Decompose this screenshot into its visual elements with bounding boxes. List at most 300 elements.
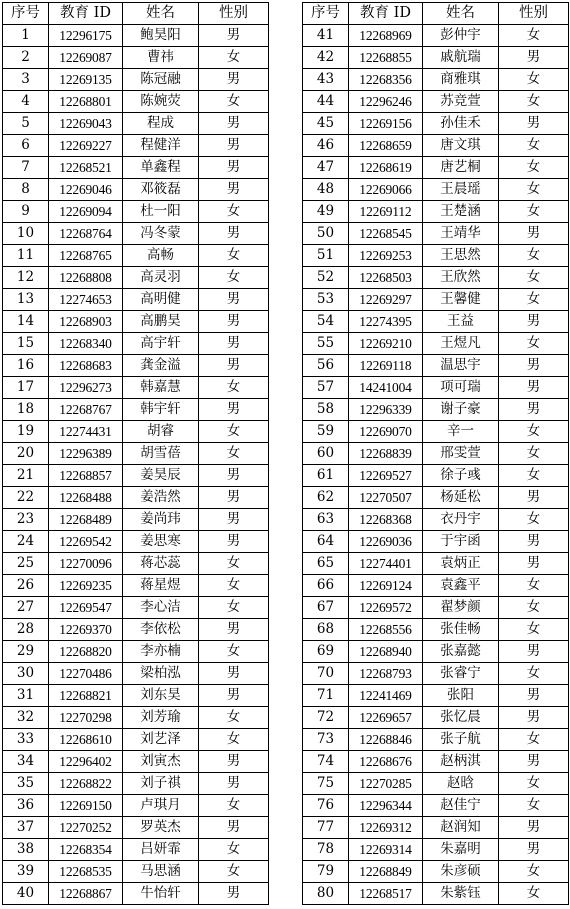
cell-name: 姜尚玮: [123, 509, 199, 531]
table-row: [303, 91, 569, 113]
cell-gender: 男: [199, 663, 269, 685]
table-row: [3, 25, 269, 47]
table-row: [3, 861, 269, 883]
cell-gender: 女: [499, 443, 569, 465]
cell-edu-id: 12274653: [49, 289, 123, 311]
table-row: [303, 773, 569, 795]
cell-edu-id: 12269314: [349, 839, 423, 861]
cell-name: 赵润知: [423, 817, 499, 839]
cell-index: 14: [3, 311, 49, 333]
cell-name: 陈婉荧: [123, 91, 199, 113]
cell-gender: 男: [199, 179, 269, 201]
cell-edu-id: 12270252: [49, 817, 123, 839]
cell-index: 28: [3, 619, 49, 641]
cell-name: 邢雯萱: [423, 443, 499, 465]
table-row: [3, 839, 269, 861]
cell-gender: 男: [199, 509, 269, 531]
cell-gender: 男: [499, 751, 569, 773]
table-row: [3, 289, 269, 311]
cell-name: 王思然: [423, 245, 499, 267]
cell-gender: 男: [499, 487, 569, 509]
cell-edu-id: 12268808: [49, 267, 123, 289]
cell-index: 64: [303, 531, 349, 553]
cell-name: 袁鑫平: [423, 575, 499, 597]
cell-gender: 男: [199, 25, 269, 47]
cell-edu-id: 12268610: [49, 729, 123, 751]
cell-name: 程健洋: [123, 135, 199, 157]
table-row: [3, 773, 269, 795]
cell-gender: 女: [199, 641, 269, 663]
cell-gender: 女: [499, 91, 569, 113]
cell-name: 苏竞萱: [423, 91, 499, 113]
table-row: [303, 465, 569, 487]
table-row: [3, 443, 269, 465]
cell-edu-id: 12268857: [49, 465, 123, 487]
cell-name: 高鹏昊: [123, 311, 199, 333]
table-row: [3, 663, 269, 685]
cell-gender: 女: [499, 575, 569, 597]
cell-gender: 男: [499, 553, 569, 575]
table-row: [3, 311, 269, 333]
table-row: [303, 795, 569, 817]
table-row: [3, 883, 269, 905]
cell-gender: 女: [499, 619, 569, 641]
cell-name: 张佳畅: [423, 619, 499, 641]
table-row: [303, 267, 569, 289]
cell-index: 52: [303, 267, 349, 289]
table-row: [303, 509, 569, 531]
cell-name: 彭仲宇: [423, 25, 499, 47]
table-row: [303, 377, 569, 399]
cell-name: 姜昊辰: [123, 465, 199, 487]
table-row: [303, 861, 569, 883]
cell-gender: 男: [199, 531, 269, 553]
table-row: [3, 267, 269, 289]
cell-gender: 男: [499, 47, 569, 69]
cell-name: 李亦楠: [123, 641, 199, 663]
cell-name: 刘艺泽: [123, 729, 199, 751]
cell-gender: 女: [499, 597, 569, 619]
cell-gender: 女: [199, 421, 269, 443]
table-row: [303, 531, 569, 553]
cell-edu-id: 12269156: [349, 113, 423, 135]
cell-gender: 女: [499, 333, 569, 355]
cell-gender: 男: [199, 751, 269, 773]
cell-edu-id: 12269572: [349, 597, 423, 619]
cell-gender: 男: [499, 641, 569, 663]
cell-gender: 男: [499, 377, 569, 399]
cell-edu-id: 12269657: [349, 707, 423, 729]
table-row: [3, 487, 269, 509]
cell-gender: 男: [499, 113, 569, 135]
cell-index: 43: [303, 69, 349, 91]
cell-index: 16: [3, 355, 49, 377]
cell-index: 2: [3, 47, 49, 69]
cell-name: 程成: [123, 113, 199, 135]
cell-index: 11: [3, 245, 49, 267]
cell-name: 鲍昊阳: [123, 25, 199, 47]
table-row: [303, 553, 569, 575]
cell-edu-id: 12269297: [349, 289, 423, 311]
table-row: [3, 641, 269, 663]
cell-name: 衣丹宇: [423, 509, 499, 531]
cell-index: 79: [303, 861, 349, 883]
cell-edu-id: 12270285: [349, 773, 423, 795]
cell-edu-id: 12268969: [349, 25, 423, 47]
cell-edu-id: 12274401: [349, 553, 423, 575]
table-row: [303, 641, 569, 663]
cell-index: 36: [3, 795, 49, 817]
cell-name: 王益: [423, 311, 499, 333]
cell-name: 于宇函: [423, 531, 499, 553]
cell-gender: 女: [499, 421, 569, 443]
cell-index: 7: [3, 157, 49, 179]
table-row: [303, 179, 569, 201]
cell-index: 34: [3, 751, 49, 773]
cell-index: 56: [303, 355, 349, 377]
cell-gender: 女: [499, 201, 569, 223]
cell-name: 张忆晨: [423, 707, 499, 729]
cell-index: 22: [3, 487, 49, 509]
cell-gender: 女: [499, 267, 569, 289]
cell-gender: 女: [199, 377, 269, 399]
cell-name: 龚金溢: [123, 355, 199, 377]
cell-name: 谢子豪: [423, 399, 499, 421]
cell-edu-id: 12269124: [349, 575, 423, 597]
cell-name: 王楚涵: [423, 201, 499, 223]
table-row: [3, 619, 269, 641]
cell-gender: 男: [199, 883, 269, 905]
cell-name: 韩嘉慧: [123, 377, 199, 399]
cell-gender: 女: [199, 553, 269, 575]
cell-gender: 男: [499, 223, 569, 245]
table-row: [303, 69, 569, 91]
cell-index: 40: [3, 883, 49, 905]
cell-edu-id: 12268903: [49, 311, 123, 333]
cell-edu-id: 12270096: [49, 553, 123, 575]
cell-name: 姜浩然: [123, 487, 199, 509]
table-row: [303, 47, 569, 69]
cell-name: 刘东昊: [123, 685, 199, 707]
cell-edu-id: 12269046: [49, 179, 123, 201]
cell-index: 80: [303, 883, 349, 905]
cell-name: 赵佳宁: [423, 795, 499, 817]
cell-index: 19: [3, 421, 49, 443]
cell-edu-id: 12268517: [349, 883, 423, 905]
cell-gender: 女: [199, 861, 269, 883]
cell-index: 29: [3, 641, 49, 663]
cell-index: 57: [303, 377, 349, 399]
cell-edu-id: 12269210: [349, 333, 423, 355]
cell-index: 45: [303, 113, 349, 135]
cell-gender: 男: [199, 289, 269, 311]
cell-edu-id: 12274431: [49, 421, 123, 443]
header-edu-id: 教育 ID: [349, 3, 423, 25]
cell-index: 46: [303, 135, 349, 157]
table-row: [3, 113, 269, 135]
cell-edu-id: 12296273: [49, 377, 123, 399]
cell-name: 袁炳正: [423, 553, 499, 575]
cell-index: 17: [3, 377, 49, 399]
cell-edu-id: 12268545: [349, 223, 423, 245]
cell-name: 孙佳禾: [423, 113, 499, 135]
table-row: [303, 817, 569, 839]
cell-name: 赵柄淇: [423, 751, 499, 773]
cell-name: 韩宇轩: [123, 399, 199, 421]
cell-index: 9: [3, 201, 49, 223]
cell-edu-id: 12268822: [49, 773, 123, 795]
cell-index: 1: [3, 25, 49, 47]
cell-name: 张子航: [423, 729, 499, 751]
table-row: [3, 685, 269, 707]
cell-gender: 男: [199, 619, 269, 641]
cell-gender: 女: [499, 773, 569, 795]
cell-edu-id: 12269066: [349, 179, 423, 201]
table-row: [3, 575, 269, 597]
cell-index: 58: [303, 399, 349, 421]
cell-edu-id: 12269542: [49, 531, 123, 553]
table-row: [3, 47, 269, 69]
cell-index: 39: [3, 861, 49, 883]
cell-edu-id: 12268940: [349, 641, 423, 663]
table-row: [303, 421, 569, 443]
table-row: [3, 135, 269, 157]
cell-edu-id: 12270486: [49, 663, 123, 685]
cell-name: 刘子祺: [123, 773, 199, 795]
cell-gender: 男: [499, 311, 569, 333]
cell-name: 辛一: [423, 421, 499, 443]
cell-name: 胡睿: [123, 421, 199, 443]
table-row: [3, 333, 269, 355]
table-row: [303, 223, 569, 245]
table-row: [3, 421, 269, 443]
table-row: [303, 663, 569, 685]
cell-gender: 女: [199, 795, 269, 817]
cell-gender: 女: [499, 861, 569, 883]
table-row: [3, 157, 269, 179]
cell-gender: 女: [499, 157, 569, 179]
cell-index: 62: [303, 487, 349, 509]
cell-gender: 男: [199, 333, 269, 355]
cell-edu-id: 12268855: [349, 47, 423, 69]
cell-edu-id: 12296344: [349, 795, 423, 817]
cell-gender: 男: [199, 817, 269, 839]
cell-name: 王馨健: [423, 289, 499, 311]
cell-edu-id: 12268676: [349, 751, 423, 773]
cell-gender: 女: [199, 201, 269, 223]
cell-index: 54: [303, 311, 349, 333]
cell-index: 72: [303, 707, 349, 729]
table-row: [3, 729, 269, 751]
cell-name: 张嘉懿: [423, 641, 499, 663]
cell-edu-id: 12270298: [49, 707, 123, 729]
cell-edu-id: 12274395: [349, 311, 423, 333]
table-row: [3, 817, 269, 839]
cell-edu-id: 12268765: [49, 245, 123, 267]
cell-name: 杨延松: [423, 487, 499, 509]
cell-edu-id: 12268535: [49, 861, 123, 883]
cell-edu-id: 12268488: [49, 487, 123, 509]
cell-name: 温思宇: [423, 355, 499, 377]
cell-name: 张睿宁: [423, 663, 499, 685]
cell-edu-id: 12296246: [349, 91, 423, 113]
cell-gender: 男: [199, 487, 269, 509]
cell-name: 戚航瑞: [423, 47, 499, 69]
cell-name: 曹祎: [123, 47, 199, 69]
cell-name: 高灵羽: [123, 267, 199, 289]
cell-index: 33: [3, 729, 49, 751]
cell-index: 70: [303, 663, 349, 685]
cell-index: 30: [3, 663, 49, 685]
cell-index: 63: [303, 509, 349, 531]
header-index: 序号: [303, 3, 349, 25]
table-row: [3, 509, 269, 531]
cell-edu-id: 12268821: [49, 685, 123, 707]
cell-index: 67: [303, 597, 349, 619]
table-row: [3, 553, 269, 575]
cell-name: 刘芳瑜: [123, 707, 199, 729]
cell-gender: 女: [199, 707, 269, 729]
cell-name: 翟梦颜: [423, 597, 499, 619]
cell-index: 26: [3, 575, 49, 597]
cell-edu-id: 12268556: [349, 619, 423, 641]
cell-name: 吕妍霏: [123, 839, 199, 861]
cell-gender: 男: [199, 311, 269, 333]
table-row: [303, 135, 569, 157]
cell-gender: 女: [499, 729, 569, 751]
table-row: [3, 377, 269, 399]
table-row: [303, 25, 569, 47]
cell-name: 朱彦硕: [423, 861, 499, 883]
cell-edu-id: 12296402: [49, 751, 123, 773]
student-table-right: [302, 2, 569, 905]
cell-gender: 女: [199, 839, 269, 861]
cell-name: 胡雪蓓: [123, 443, 199, 465]
table-row: [3, 399, 269, 421]
cell-name: 张阳: [423, 685, 499, 707]
table-row: [303, 157, 569, 179]
table-row: [303, 399, 569, 421]
cell-gender: 女: [199, 267, 269, 289]
cell-edu-id: 12269135: [49, 69, 123, 91]
table-row: [303, 113, 569, 135]
cell-gender: 女: [499, 289, 569, 311]
cell-name: 王晨瑶: [423, 179, 499, 201]
cell-gender: 男: [499, 399, 569, 421]
cell-index: 60: [303, 443, 349, 465]
cell-index: 6: [3, 135, 49, 157]
table-row: [303, 355, 569, 377]
cell-gender: 男: [199, 773, 269, 795]
cell-name: 王欣然: [423, 267, 499, 289]
cell-index: 50: [303, 223, 349, 245]
cell-edu-id: 12268683: [49, 355, 123, 377]
table-row: [303, 333, 569, 355]
cell-index: 12: [3, 267, 49, 289]
cell-name: 高明健: [123, 289, 199, 311]
cell-name: 单鑫程: [123, 157, 199, 179]
table-row: [3, 223, 269, 245]
table-row: [303, 883, 569, 905]
cell-index: 47: [303, 157, 349, 179]
table-row: [3, 91, 269, 113]
cell-edu-id: 12268767: [49, 399, 123, 421]
header-edu-id: 教育 ID: [49, 3, 123, 25]
cell-name: 冯冬蒙: [123, 223, 199, 245]
cell-edu-id: 12269370: [49, 619, 123, 641]
table-row: [3, 751, 269, 773]
cell-gender: 女: [199, 245, 269, 267]
cell-edu-id: 12296339: [349, 399, 423, 421]
header-name: 姓名: [423, 3, 499, 25]
cell-edu-id: 12268503: [349, 267, 423, 289]
header-row: [3, 3, 269, 25]
cell-index: 18: [3, 399, 49, 421]
table-row: [3, 245, 269, 267]
cell-index: 48: [303, 179, 349, 201]
cell-index: 77: [303, 817, 349, 839]
header-row: [303, 3, 569, 25]
cell-index: 76: [303, 795, 349, 817]
cell-index: 59: [303, 421, 349, 443]
cell-name: 李心洁: [123, 597, 199, 619]
table-row: [303, 245, 569, 267]
table-row: [3, 707, 269, 729]
cell-name: 邓筱磊: [123, 179, 199, 201]
cell-gender: 男: [199, 223, 269, 245]
cell-index: 53: [303, 289, 349, 311]
cell-index: 5: [3, 113, 49, 135]
cell-gender: 男: [499, 839, 569, 861]
cell-gender: 女: [199, 729, 269, 751]
table-row: [3, 531, 269, 553]
cell-name: 商雅琪: [423, 69, 499, 91]
cell-edu-id: 12269087: [49, 47, 123, 69]
cell-edu-id: 12268354: [49, 839, 123, 861]
cell-index: 74: [303, 751, 349, 773]
cell-gender: 女: [499, 509, 569, 531]
cell-edu-id: 12296389: [49, 443, 123, 465]
cell-gender: 女: [499, 135, 569, 157]
cell-index: 3: [3, 69, 49, 91]
cell-index: 37: [3, 817, 49, 839]
table-row: [3, 355, 269, 377]
cell-edu-id: 12268340: [49, 333, 123, 355]
cell-edu-id: 12269253: [349, 245, 423, 267]
cell-gender: 男: [199, 157, 269, 179]
cell-index: 8: [3, 179, 49, 201]
cell-gender: 男: [499, 355, 569, 377]
cell-gender: 女: [199, 575, 269, 597]
table-row: [3, 465, 269, 487]
cell-name: 高畅: [123, 245, 199, 267]
cell-name: 罗英杰: [123, 817, 199, 839]
cell-name: 卢琪月: [123, 795, 199, 817]
table-row: [303, 575, 569, 597]
cell-gender: 男: [499, 817, 569, 839]
cell-edu-id: 12269118: [349, 355, 423, 377]
cell-gender: 女: [499, 25, 569, 47]
cell-name: 赵晗: [423, 773, 499, 795]
cell-name: 刘寅杰: [123, 751, 199, 773]
table-row: [303, 751, 569, 773]
cell-edu-id: 12269227: [49, 135, 123, 157]
cell-edu-id: 12268849: [349, 861, 423, 883]
cell-index: 20: [3, 443, 49, 465]
table-row: [303, 201, 569, 223]
cell-index: 23: [3, 509, 49, 531]
cell-name: 朱嘉明: [423, 839, 499, 861]
